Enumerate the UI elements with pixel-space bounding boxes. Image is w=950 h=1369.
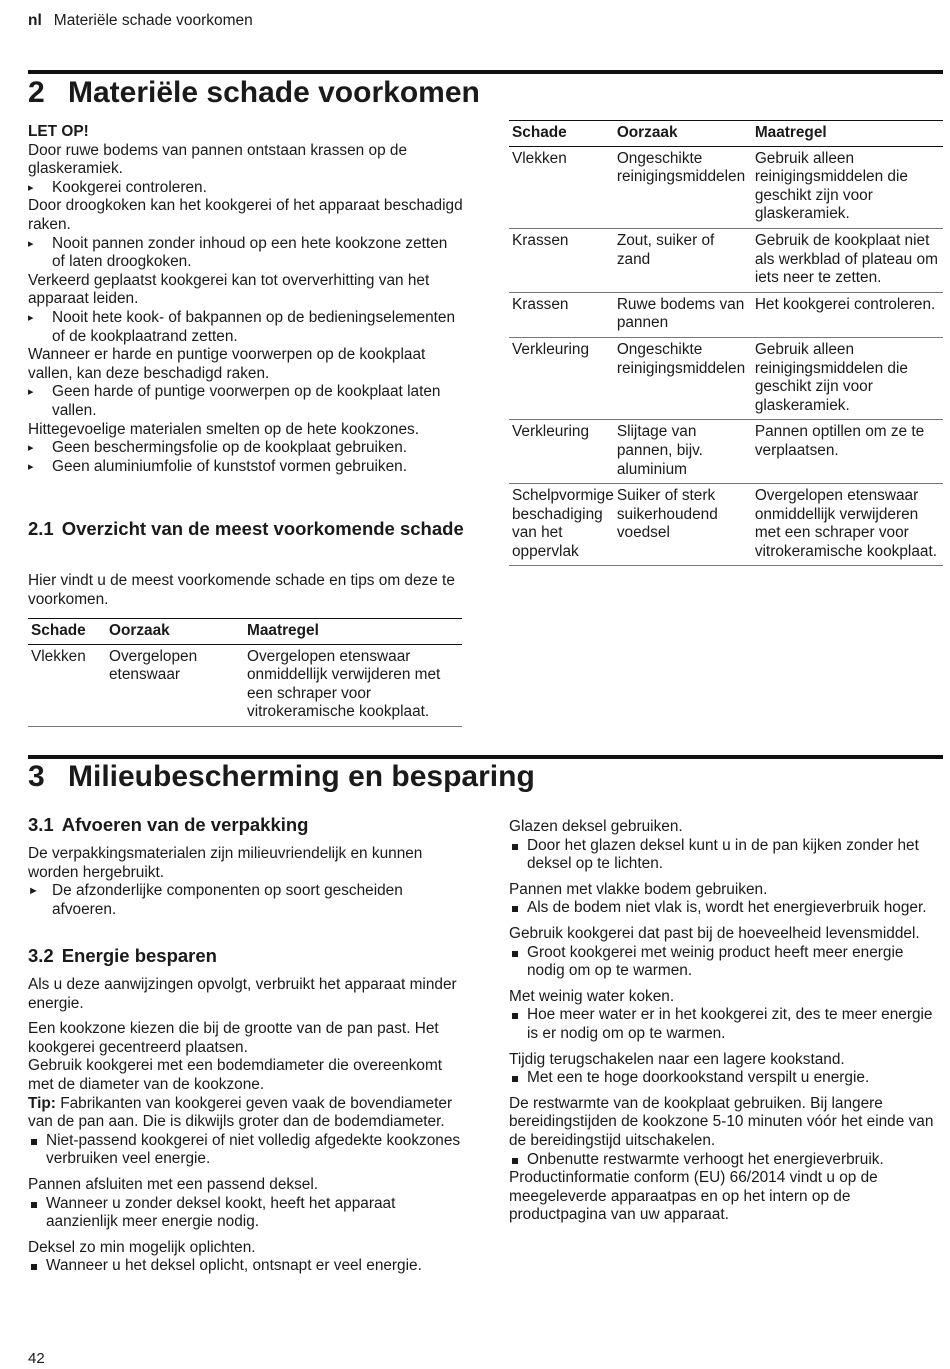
section-number: 2.1	[28, 518, 54, 539]
note-item	[509, 899, 941, 918]
paragraph: Productinformatie conform (EU) 66/2014 vindt u op de meegeleverde apparaatpas en op het intern op de productpagina van uw apparaat.	[509, 1169, 878, 1224]
cell-cause: Slijtage van pannen, bijv. aluminium	[614, 420, 752, 484]
note-item	[509, 1151, 941, 1170]
paragraph: Gebruik kookgerei met een bodemdiameter die overeenkomt met de diameter van de kookzone.	[28, 1057, 443, 1093]
section-number: 2	[28, 76, 45, 109]
note-text: Wanneer u zonder deksel kookt, heeft het apparaat aanzienlijk meer energie nodig.	[46, 1194, 396, 1231]
cell-damage: Verkleuring	[509, 420, 614, 484]
arrow-bullet-icon: ►	[28, 885, 39, 898]
arrow-bullet-icon: ▸	[28, 181, 34, 194]
section-rule	[28, 70, 943, 74]
paragraph: De restwarmte van de kookplaat gebruiken. Bij langere bereidingstijden de kookzone 5-10 minuten vóór het einde van de bereidingstijd uitschakelen.	[509, 1094, 934, 1149]
note-text: Groot kookgerei met weinig product heeft meer energie nodig om op te warmen.	[527, 943, 904, 980]
section-2-1-heading	[28, 518, 464, 540]
paragraph: Wanneer er harde en puntige voorwerpen op de kookplaat vallen, kan deze beschadigd raken.	[28, 346, 426, 382]
warning-label: LET OP!	[28, 123, 89, 140]
language-code: nl	[28, 12, 42, 29]
table-row	[509, 420, 943, 484]
paragraph: Verkeerd geplaatst kookgerei kan tot oververhitting van het apparaat leiden.	[28, 271, 430, 308]
square-bullet-icon	[31, 1202, 37, 1208]
section-3-heading	[28, 760, 535, 794]
section-2-1-intro: Hier vindt u de meest voorkomende schade en tips om deze te voorkomen.	[28, 572, 455, 608]
section-number: 3.2	[28, 945, 54, 966]
note-text: Wanneer u het deksel oplicht, ontsnapt er veel energie.	[46, 1257, 422, 1275]
section-rule	[28, 755, 943, 759]
col-header-measure: Maatregel	[752, 121, 943, 147]
section-number: 3	[28, 760, 45, 793]
note-text: Niet-passend kookgerei of niet volledig afgedekte kookzones verbruiken veel energie.	[46, 1131, 461, 1168]
paragraph: Glazen deksel gebruiken.	[509, 818, 683, 835]
note-item	[28, 1195, 464, 1232]
cell-measure: Het kookgerei controleren.	[752, 292, 943, 337]
action-text: Kookgerei controleren.	[52, 178, 207, 196]
table-row	[509, 146, 943, 228]
action-text: Geen aluminiumfolie of kunststof vormen gebruiken.	[52, 457, 408, 475]
note-item	[28, 1257, 464, 1276]
arrow-bullet-icon: ▸	[28, 442, 34, 455]
col-header-measure: Maatregel	[244, 619, 462, 645]
action-item	[28, 458, 464, 477]
note-text: Door het glazen deksel kunt u in de pan kijken zonder het deksel op te lichten.	[527, 836, 919, 873]
action-text: Nooit pannen zonder inhoud op een hete kookzone zetten of laten droogkoken.	[52, 234, 448, 271]
note-item	[28, 1132, 464, 1169]
action-item	[28, 179, 464, 198]
section-title: Materiële schade voorkomen	[68, 76, 480, 109]
square-bullet-icon	[512, 844, 518, 850]
action-item	[28, 309, 464, 346]
tip-label: Tip:	[28, 1094, 56, 1112]
table-row	[509, 484, 943, 566]
square-bullet-icon	[512, 1076, 518, 1082]
section-title: Afvoeren van de verpakking	[61, 814, 309, 835]
arrow-bullet-icon: ▸	[28, 386, 34, 399]
paragraph: Pannen met vlakke bodem gebruiken.	[509, 880, 768, 898]
col-header-cause: Oorzaak	[106, 619, 244, 645]
table-row	[509, 292, 943, 337]
arrow-bullet-icon: ▸	[28, 460, 34, 473]
cell-measure: Overgelopen etenswaar onmiddellijk verwijderen met een schraper voor vitrokeramische kookplaat.	[244, 644, 462, 726]
table-row	[509, 337, 943, 419]
tip-paragraph	[28, 1095, 464, 1132]
action-text: Geen harde of puntige voorwerpen op de kookplaat laten vallen.	[52, 383, 441, 419]
table-row	[28, 644, 462, 726]
damage-table-right	[509, 120, 943, 566]
cell-cause: Zout, suiker of zand	[614, 228, 752, 292]
paragraph: De verpakkingsmaterialen zijn milieuvriendelijk en kunnen worden hergebruikt.	[28, 845, 423, 881]
square-bullet-icon	[512, 951, 518, 957]
damage-table-left	[28, 618, 462, 727]
action-item	[28, 882, 464, 919]
cell-cause: Ongeschikte reinigingsmiddelen	[614, 337, 752, 419]
section-3-2-body-left	[28, 976, 464, 1276]
square-bullet-icon	[31, 1139, 37, 1145]
section-2-heading	[28, 76, 480, 110]
paragraph: Hittegevoelige materialen smelten op de hete kookzones.	[28, 420, 419, 438]
section-title: Milieubescherming en besparing	[68, 760, 535, 793]
cell-cause: Ruwe bodems van pannen	[614, 292, 752, 337]
note-item	[509, 837, 941, 874]
section-title: Overzicht van de meest voorkomende schade	[61, 518, 464, 539]
note-item	[509, 944, 941, 981]
arrow-bullet-icon: ▸	[28, 237, 34, 250]
square-bullet-icon	[31, 1264, 37, 1270]
cell-damage: Vlekken	[509, 146, 614, 228]
cell-measure: Pannen optillen om ze te verplaatsen.	[752, 420, 943, 484]
cell-damage: Krassen	[509, 292, 614, 337]
action-text: Nooit hete kook- of bakpannen op de bedieningselementen of de kookplaatrand zetten.	[52, 308, 456, 345]
paragraph: Met weinig water koken.	[509, 987, 675, 1005]
cell-damage: Krassen	[509, 228, 614, 292]
square-bullet-icon	[512, 1013, 518, 1019]
running-title: Materiële schade voorkomen	[53, 12, 253, 29]
col-header-damage: Schade	[509, 121, 614, 147]
running-header	[28, 12, 253, 31]
cell-measure: Gebruik alleen reinigingsmiddelen die geschikt zijn voor glaskeramiek.	[752, 337, 943, 419]
paragraph: Tijdig terugschakelen naar een lagere kookstand.	[509, 1050, 845, 1068]
cell-damage: Vlekken	[28, 644, 106, 726]
note-item	[509, 1069, 941, 1088]
cell-cause: Overgelopen etenswaar	[106, 644, 244, 726]
note-text: Hoe meer water er in het kookgerei zit, des te meer energie is er nodig om op te warmen.	[527, 1006, 933, 1042]
cell-measure: Gebruik alleen reinigingsmiddelen die geschikt zijn voor glaskeramiek.	[752, 146, 943, 228]
damage-warning	[28, 123, 464, 476]
note-text: Onbenutte restwarmte verhoogt het energieverbruik.	[527, 1150, 884, 1168]
paragraph: Door droogkoken kan het kookgerei of het apparaat beschadigd raken.	[28, 197, 463, 233]
cell-damage: Schelpvormige beschadiging van het oppervlak	[509, 484, 614, 566]
cell-measure: Gebruik de kookplaat niet als werkblad of plateau om iets neer te zetten.	[752, 228, 943, 292]
section-3-1-body	[28, 845, 464, 919]
action-item	[28, 439, 464, 458]
note-item	[509, 1006, 941, 1043]
action-item	[28, 383, 464, 420]
page-number: 42	[28, 1350, 45, 1367]
cell-cause: Ongeschikte reinigingsmiddelen	[614, 146, 752, 228]
action-item	[28, 235, 464, 272]
paragraph: Als u deze aanwijzingen opvolgt, verbruikt het apparaat minder energie.	[28, 976, 457, 1012]
col-header-cause: Oorzaak	[614, 121, 752, 147]
section-3-1-heading	[28, 814, 464, 836]
action-text: Geen beschermingsfolie op de kookplaat gebruiken.	[52, 439, 408, 457]
action-text: De afzonderlijke componenten op soort gescheiden afvoeren.	[52, 882, 403, 918]
section-title: Energie besparen	[61, 945, 217, 966]
cell-cause: Suiker of sterk suikerhoudend voedsel	[614, 484, 752, 566]
col-header-damage: Schade	[28, 619, 106, 645]
square-bullet-icon	[512, 1158, 518, 1164]
note-text: Met een te hoge doorkookstand verspilt u energie.	[527, 1069, 870, 1087]
cell-measure: Overgelopen etenswaar onmiddellijk verwijderen met een schraper voor vitrokeramische kookplaat.	[752, 484, 943, 566]
section-3-2-body-right	[509, 818, 941, 1225]
paragraph: Door ruwe bodems van pannen ontstaan krassen op de glaskeramiek.	[28, 141, 408, 178]
section-3-2-heading	[28, 945, 464, 967]
note-text: Als de bodem niet vlak is, wordt het energieverbruik hoger.	[527, 899, 927, 917]
paragraph: Gebruik kookgerei dat past bij de hoeveelheid levensmiddel.	[509, 924, 920, 942]
tip-text: Fabrikanten van kookgerei geven vaak de bovendiameter van de pan aan. Die is dikwijls groter dan de bodemdiameter.	[28, 1094, 453, 1131]
cell-damage: Verkleuring	[509, 337, 614, 419]
paragraph: Pannen afsluiten met een passend deksel.	[28, 1175, 319, 1193]
section-number: 3.1	[28, 814, 54, 835]
arrow-bullet-icon: ▸	[28, 311, 34, 324]
paragraph: Deksel zo min mogelijk oplichten.	[28, 1238, 256, 1256]
paragraph: Een kookzone kiezen die bij de grootte van de pan past. Het kookgerei gecentreerd plaatsen.	[28, 1020, 439, 1056]
square-bullet-icon	[512, 906, 518, 912]
table-row	[509, 228, 943, 292]
